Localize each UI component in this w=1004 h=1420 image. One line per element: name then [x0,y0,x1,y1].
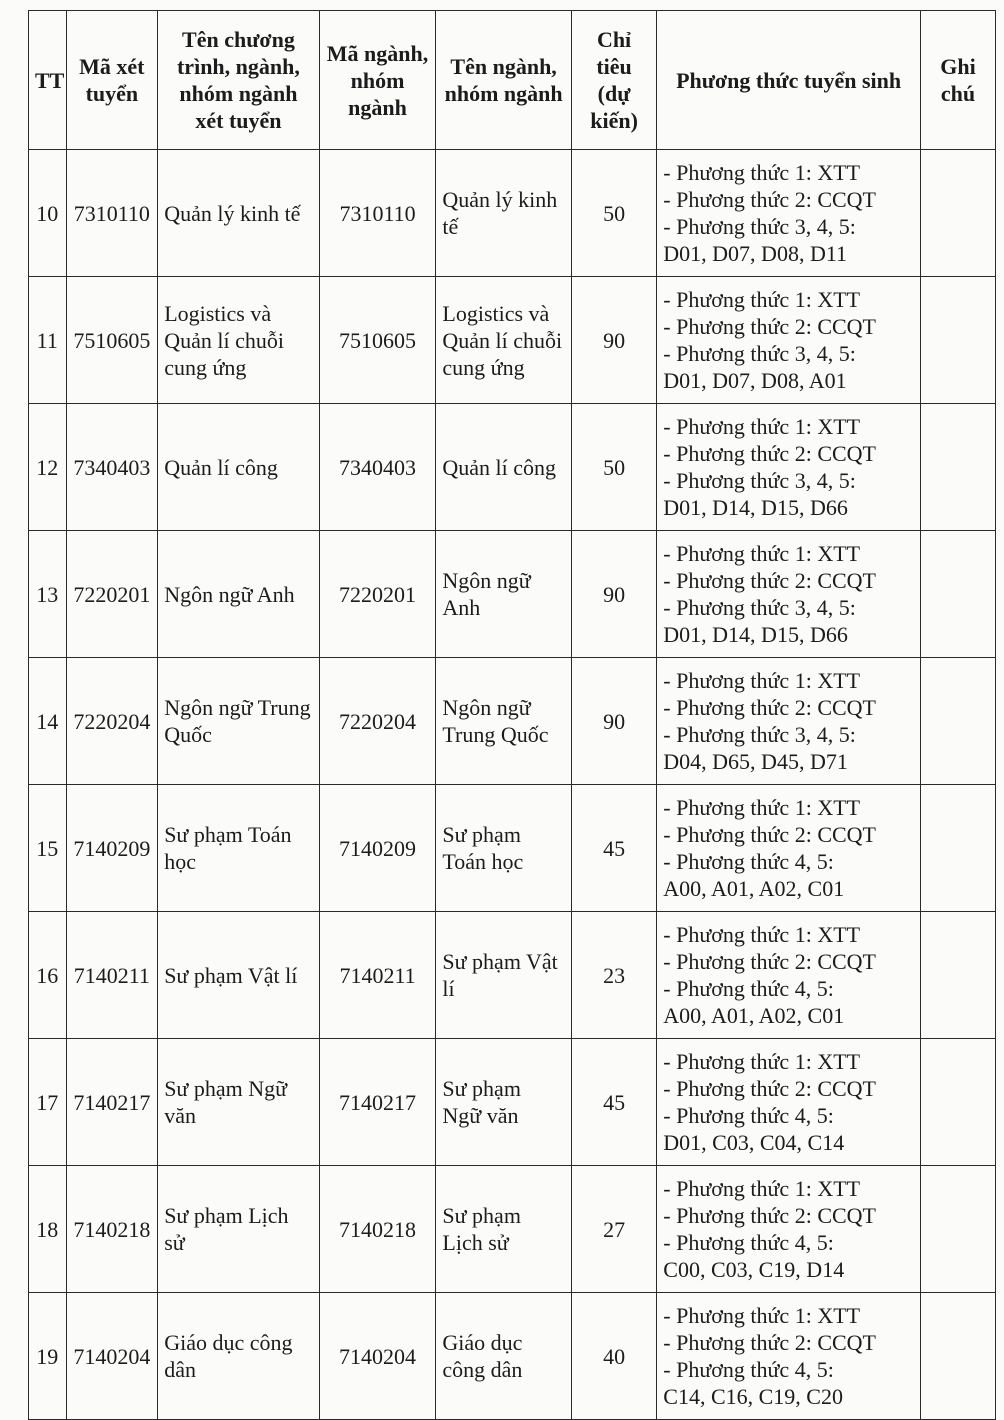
cell-ma-nganh: 7340403 [319,404,436,531]
method-line: D01, D07, D08, D11 [663,241,848,266]
header-tt: TT [29,11,67,150]
method-line: - Phương thức 1: XTT [663,541,861,566]
cell-phuong-thuc [657,785,921,912]
header-phuong-thuc: Phương thức tuyển sinh [657,11,921,150]
cell-tt: 19 [29,1293,67,1420]
cell-ghi-chu [920,150,995,277]
table-row [29,1293,996,1420]
cell-ma-nganh: 7310110 [319,150,436,277]
method-line: - Phương thức 1: XTT [663,1176,861,1201]
cell-ma-xet-tuyen: 7140204 [66,1293,158,1420]
cell-tt: 18 [29,1166,67,1293]
cell-tt: 14 [29,658,67,785]
method-line: - Phương thức 3, 4, 5: [663,468,856,493]
cell-phuong-thuc [657,150,921,277]
method-line: - Phương thức 2: CCQT [663,695,876,720]
method-line: D01, D07, D08, A01 [663,368,847,393]
cell-ten-nganh: Giáo dục công dân [436,1293,571,1420]
cell-ten-nganh: Logistics và Quản lí chuỗi cung ứng [436,277,571,404]
method-line: - Phương thức 3, 4, 5: [663,722,856,747]
method-line: - Phương thức 3, 4, 5: [663,341,856,366]
cell-chi-tieu: 40 [571,1293,656,1420]
cell-tt: 12 [29,404,67,531]
cell-ma-xet-tuyen: 7220201 [66,531,158,658]
method-line: - Phương thức 2: CCQT [663,441,876,466]
method-line: - Phương thức 2: CCQT [663,568,876,593]
header-ten-nganh: Tên ngành, nhóm ngành [436,11,571,150]
header-ghi-chu: Ghi chú [920,11,995,150]
cell-ten-nganh: Sư phạm Ngữ văn [436,1039,571,1166]
cell-ten-nganh: Quản lý kinh tế [436,150,571,277]
cell-ten-chuong-trinh: Giáo dục công dân [158,1293,320,1420]
table-row [29,531,996,658]
table-row [29,404,996,531]
cell-ma-nganh: 7140218 [319,1166,436,1293]
header-ten-chuong-trinh: Tên chương trình, ngành, nhóm ngành xét tuyển [158,11,320,150]
method-line: D01, D14, D15, D66 [663,622,848,647]
cell-phuong-thuc [657,1039,921,1166]
cell-ten-chuong-trinh: Sư phạm Toán học [158,785,320,912]
cell-phuong-thuc [657,658,921,785]
cell-phuong-thuc [657,912,921,1039]
method-line: - Phương thức 2: CCQT [663,1330,876,1355]
cell-chi-tieu: 90 [571,658,656,785]
method-line: D01, D14, D15, D66 [663,495,848,520]
method-line: - Phương thức 4, 5: [663,976,834,1001]
admissions-table [28,10,996,1420]
cell-ten-chuong-trinh: Logistics và Quản lí chuỗi cung ứng [158,277,320,404]
cell-tt: 13 [29,531,67,658]
method-line: D01, C03, C04, C14 [663,1130,845,1155]
cell-ghi-chu [920,1166,995,1293]
header-ma-nganh: Mã ngành, nhóm ngành [319,11,436,150]
cell-ten-nganh: Ngôn ngữ Anh [436,531,571,658]
cell-ghi-chu [920,1039,995,1166]
method-line: - Phương thức 2: CCQT [663,1076,876,1101]
cell-chi-tieu: 90 [571,277,656,404]
cell-ten-nganh: Sư phạm Lịch sử [436,1166,571,1293]
cell-ten-chuong-trinh: Sư phạm Vật lí [158,912,320,1039]
method-line: - Phương thức 1: XTT [663,922,861,947]
cell-ma-xet-tuyen: 7140209 [66,785,158,912]
cell-ma-nganh: 7220201 [319,531,436,658]
cell-ma-nganh: 7510605 [319,277,436,404]
cell-chi-tieu: 50 [571,150,656,277]
cell-ma-xet-tuyen: 7220204 [66,658,158,785]
cell-ma-nganh: 7220204 [319,658,436,785]
cell-chi-tieu: 27 [571,1166,656,1293]
cell-chi-tieu: 45 [571,785,656,912]
cell-ten-chuong-trinh: Quản lý kinh tế [158,150,320,277]
table-row [29,1166,996,1293]
table-row [29,150,996,277]
cell-ten-nganh: Ngôn ngữ Trung Quốc [436,658,571,785]
cell-ten-chuong-trinh: Sư phạm Lịch sử [158,1166,320,1293]
table-row [29,912,996,1039]
cell-ten-chuong-trinh: Ngôn ngữ Trung Quốc [158,658,320,785]
cell-ten-nganh: Sư phạm Toán học [436,785,571,912]
cell-ma-xet-tuyen: 7510605 [66,277,158,404]
table-row [29,658,996,785]
cell-tt: 11 [29,277,67,404]
cell-ten-nganh: Sư phạm Vật lí [436,912,571,1039]
cell-ten-chuong-trinh: Ngôn ngữ Anh [158,531,320,658]
cell-ma-xet-tuyen: 7140218 [66,1166,158,1293]
header-row [29,11,996,150]
cell-tt: 17 [29,1039,67,1166]
cell-chi-tieu: 90 [571,531,656,658]
method-line: C14, C16, C19, C20 [663,1384,843,1409]
cell-phuong-thuc [657,277,921,404]
method-line: - Phương thức 1: XTT [663,1303,861,1328]
method-line: - Phương thức 2: CCQT [663,949,876,974]
method-line: - Phương thức 2: CCQT [663,314,876,339]
method-line: A00, A01, A02, C01 [663,1003,845,1028]
cell-ghi-chu [920,1293,995,1420]
table-row [29,785,996,912]
cell-phuong-thuc [657,1293,921,1420]
cell-tt: 16 [29,912,67,1039]
cell-chi-tieu: 23 [571,912,656,1039]
cell-ghi-chu [920,912,995,1039]
cell-ghi-chu [920,404,995,531]
cell-ma-nganh: 7140217 [319,1039,436,1166]
cell-phuong-thuc [657,531,921,658]
method-line: - Phương thức 4, 5: [663,1230,834,1255]
method-line: - Phương thức 2: CCQT [663,187,876,212]
cell-ghi-chu [920,658,995,785]
method-line: - Phương thức 1: XTT [663,160,861,185]
cell-ma-xet-tuyen: 7140217 [66,1039,158,1166]
cell-ma-xet-tuyen: 7340403 [66,404,158,531]
method-line: - Phương thức 2: CCQT [663,822,876,847]
cell-ten-nganh: Quản lí công [436,404,571,531]
method-line: - Phương thức 4, 5: [663,849,834,874]
cell-ten-chuong-trinh: Sư phạm Ngữ văn [158,1039,320,1166]
method-line: - Phương thức 2: CCQT [663,1203,876,1228]
cell-ma-xet-tuyen: 7140211 [66,912,158,1039]
cell-tt: 15 [29,785,67,912]
method-line: - Phương thức 1: XTT [663,795,861,820]
method-line: - Phương thức 1: XTT [663,1049,861,1074]
method-line: - Phương thức 1: XTT [663,414,861,439]
cell-ten-chuong-trinh: Quản lí công [158,404,320,531]
cell-ma-xet-tuyen: 7310110 [66,150,158,277]
cell-ma-nganh: 7140204 [319,1293,436,1420]
method-line: A00, A01, A02, C01 [663,876,845,901]
cell-ghi-chu [920,531,995,658]
cell-tt: 10 [29,150,67,277]
method-line: - Phương thức 3, 4, 5: [663,595,856,620]
cell-phuong-thuc [657,404,921,531]
method-line: D04, D65, D45, D71 [663,749,848,774]
cell-ma-nganh: 7140211 [319,912,436,1039]
method-line: - Phương thức 3, 4, 5: [663,214,856,239]
header-ma-xet-tuyen: Mã xét tuyển [66,11,158,150]
cell-ma-nganh: 7140209 [319,785,436,912]
cell-ghi-chu [920,785,995,912]
method-line: - Phương thức 1: XTT [663,287,861,312]
header-chi-tieu: Chỉ tiêu (dự kiến) [571,11,656,150]
cell-phuong-thuc [657,1166,921,1293]
table-row [29,1039,996,1166]
table-row [29,277,996,404]
method-line: C00, C03, C19, D14 [663,1257,845,1282]
method-line: - Phương thức 4, 5: [663,1357,834,1382]
cell-ghi-chu [920,277,995,404]
cell-chi-tieu: 50 [571,404,656,531]
cell-chi-tieu: 45 [571,1039,656,1166]
method-line: - Phương thức 4, 5: [663,1103,834,1128]
method-line: - Phương thức 1: XTT [663,668,861,693]
